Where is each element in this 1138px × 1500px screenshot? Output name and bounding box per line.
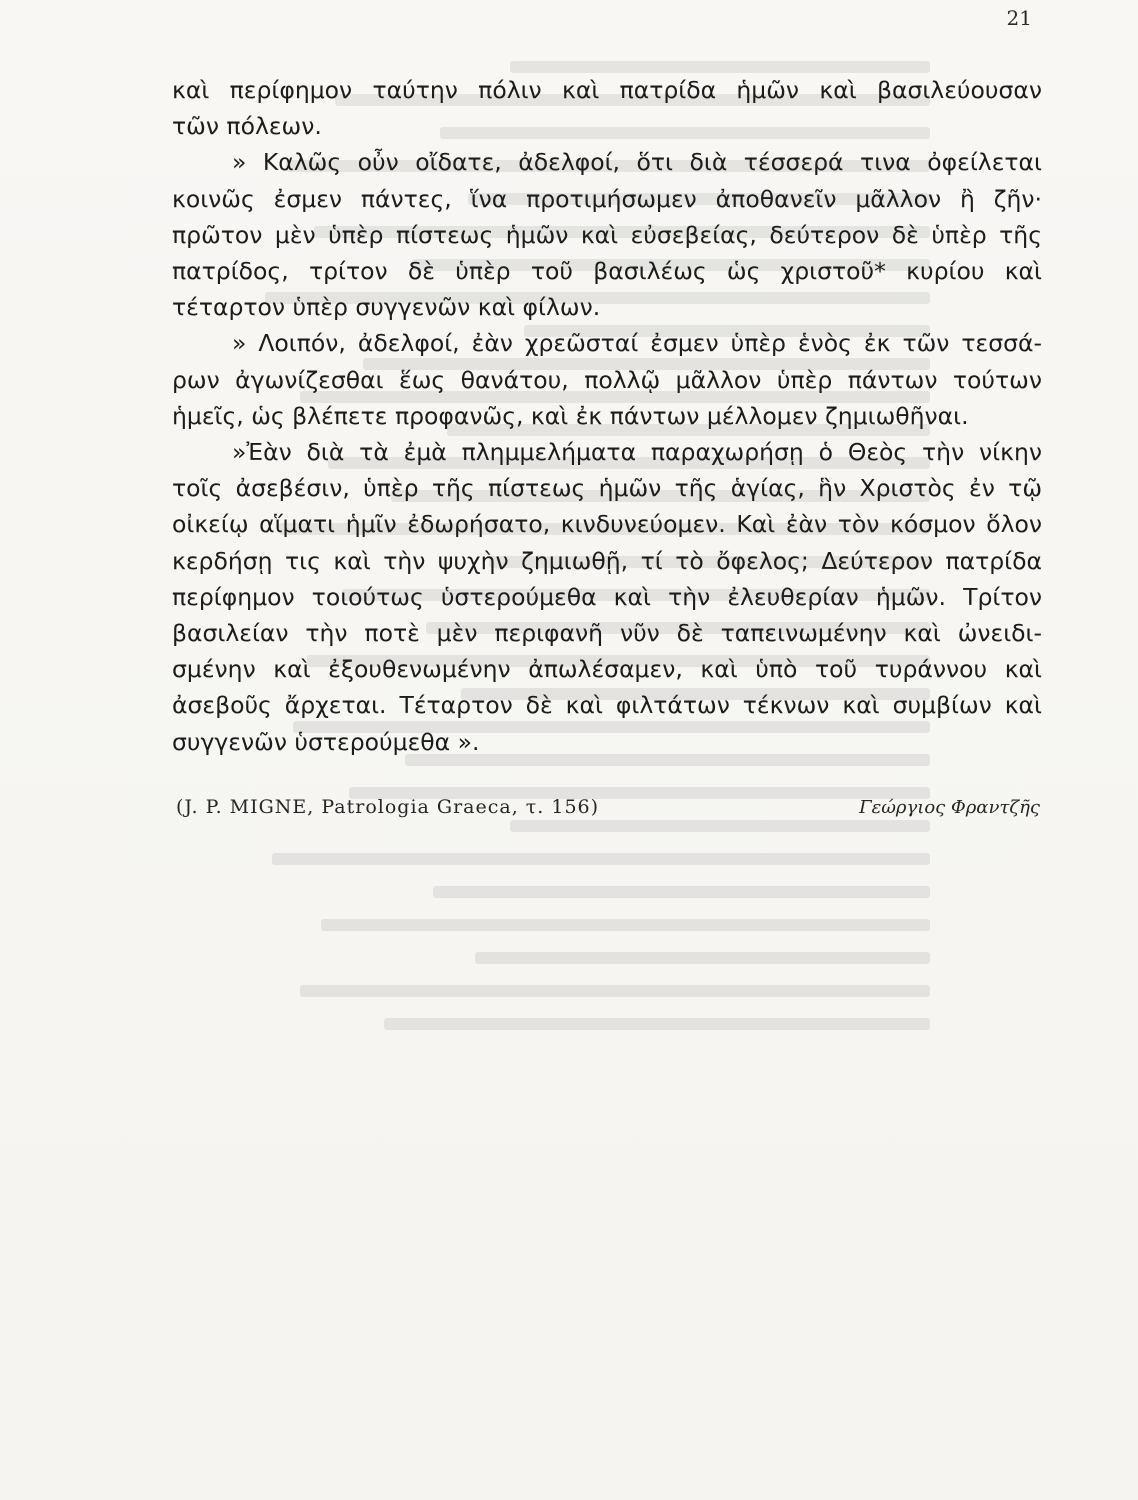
text-line: καὶ περίφημον ταύτην πόλιν καὶ πατρίδα ἡμῶν καὶ βασιλεύουσαν [172,76,1042,104]
text-line: » Λοιπόν, ἀδελφοί, ἐὰν χρεῶσταί ἐσμεν ὑπὲρ ἑνὸς ἐκ τῶν τεσσά- [232,329,1042,358]
text-line: βασιλείαν τὴν ποτὲ μὲν περιφανῆ νῦν δὲ ταπεινωμένην καὶ ὠνειδι- [172,619,1042,648]
citation-author: Γεώργιος Φραντζῆς [859,797,1040,818]
text-line: τέταρτον ὑπὲρ συγγενῶν καὶ φίλων. [172,293,601,322]
text-line: κοινῶς ἐσμεν πάντες, ἵνα προτιμήσωμεν ἀποθανεῖν μᾶλλον ἢ ζῆν· [172,184,1042,213]
text-line: πατρίδος, τρίτον δὲ ὑπὲρ τοῦ βασιλέως ὡς χριστοῦ* κυρίου καὶ [172,257,1042,286]
text-line: » Καλῶς οὖν οἴδατε, ἀδελφοί, ὅτι διὰ τέσσερά τινα ὀφείλεται [232,148,1042,177]
text-line: κερδήσῃ τις καὶ τὴν ψυχὴν ζημιωθῇ, τί τὸ ὄφελος; Δεύτερον πατρίδα [172,546,1042,575]
page-number: 21 [1006,6,1032,30]
citation-source: (J. P. MIGNE, Patrologia Graeca, τ. 156) [176,796,600,818]
text-line: τῶν πόλεων. [172,112,322,141]
text-line: οἰκείῳ αἵματι ἡμῖν ἐδωρήσατο, κινδυνεύομεν. Καὶ ἐὰν τὸν κόσμον ὅλον [172,510,1042,539]
main-text [172,72,1042,760]
text-line: συγγενῶν ὑστερούμεθα ». [172,727,480,756]
text-line: περίφημον τοιούτως ὑστερούμεθα καὶ τὴν ἐλευθερίαν ἡμῶν. Τρίτον [172,582,1042,611]
text-line: πρῶτον μὲν ὑπὲρ πίστεως ἡμῶν καὶ εὐσεβείας, δεύτερον δὲ ὑπὲρ τῆς [172,220,1042,249]
text-line: »Ἐὰν διὰ τὰ ἐμὰ πλημμελήματα παραχωρήσῃ ὁ Θεὸς τὴν νίκην [232,438,1042,467]
text-line: ρων ἀγωνίζεσθαι ἕως θανάτου, πολλῷ μᾶλλον ὑπὲρ πάντων τούτων [172,365,1042,394]
text-line: ἀσεβοῦς ἄρχεται. Τέταρτον δὲ καὶ φιλτάτων τέκνων καὶ συμβίων καὶ [172,691,1042,720]
text-line: ἡμεῖς, ὡς βλέπετε προφανῶς, καὶ ἐκ πάντων μέλλομεν ζημιωθῆναι. [172,401,969,430]
citation [176,796,1046,818]
text-line: σμένην καὶ ἐξουθενωμένην ἀπωλέσαμεν, καὶ ὑπὸ τοῦ τυράννου καὶ [172,655,1042,684]
text-line: τοῖς ἀσεβέσιν, ὑπὲρ τῆς πίστεως ἡμῶν τῆς ἁγίας, ἣν Χριστὸς ἐν τῷ [172,474,1042,503]
